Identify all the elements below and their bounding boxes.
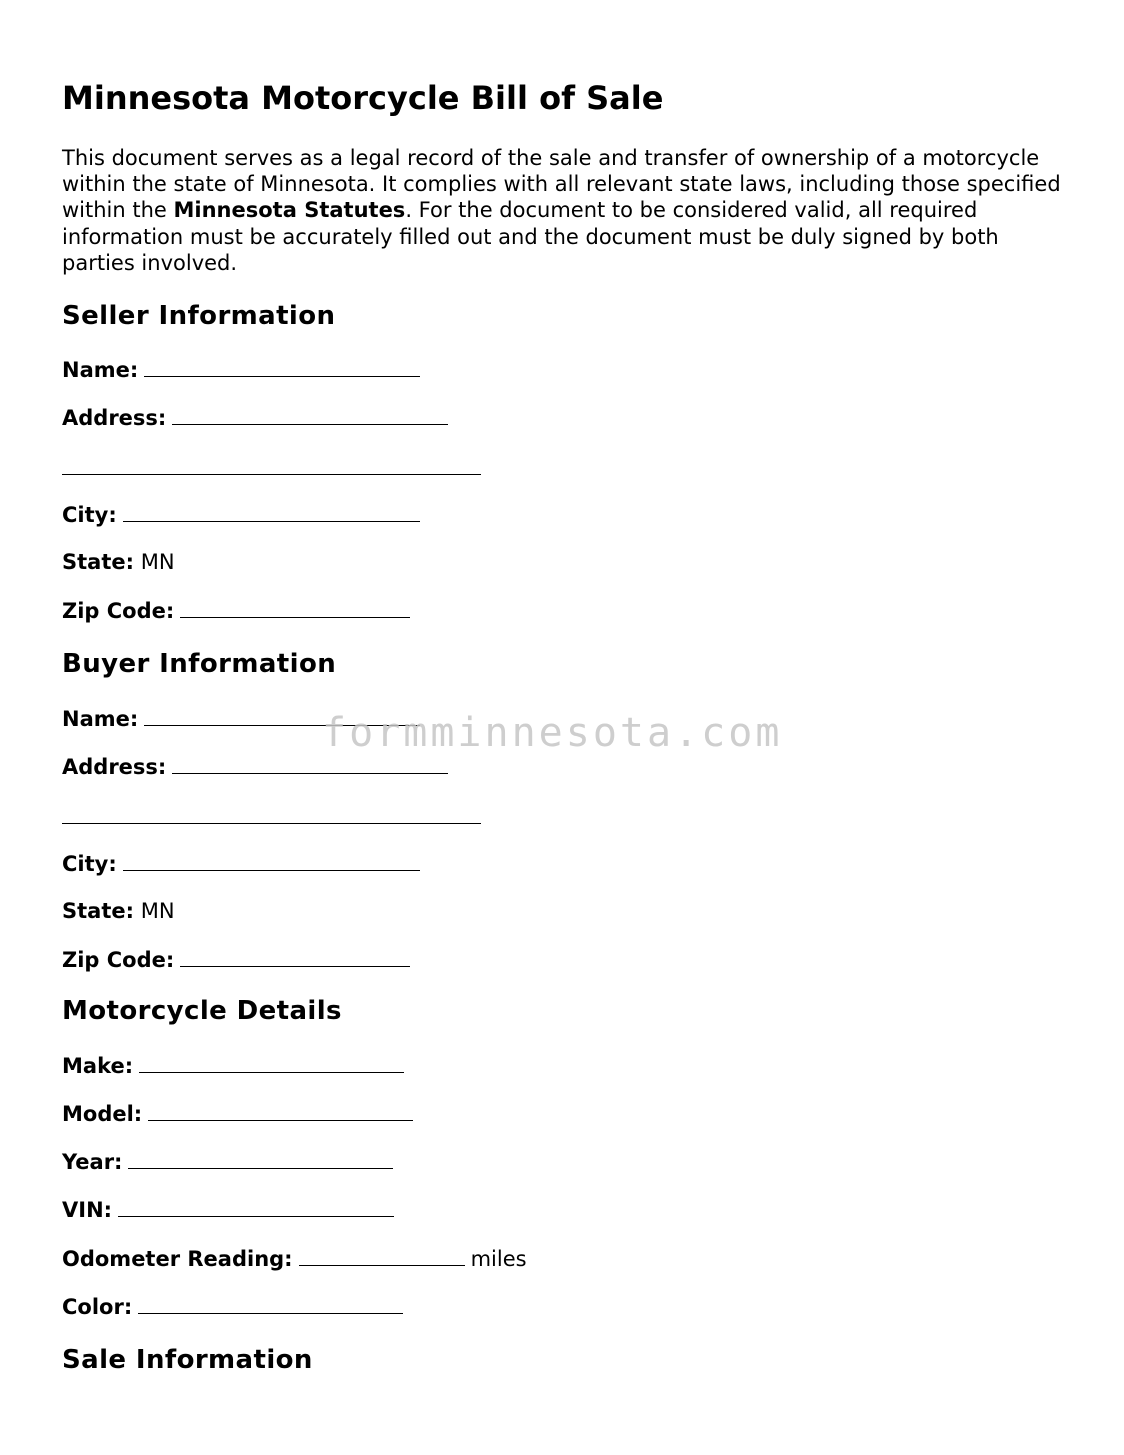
seller-city-field [62, 501, 420, 528]
intro-text-end: . For the document to be considered valid, all required information must be accurately filled out and the document must be duly signed by both parties involved. [62, 198, 999, 275]
year-label: Year: [62, 1150, 123, 1174]
seller-city-input[interactable] [123, 501, 420, 522]
watermark-text: formminnesota.com [322, 710, 783, 756]
vin-label: VIN: [62, 1198, 113, 1222]
year-field [62, 1148, 393, 1175]
model-field [62, 1100, 413, 1127]
buyer-address-line2-input[interactable] [62, 803, 481, 824]
seller-state-label: State: [62, 550, 135, 574]
buyer-zip-input[interactable] [180, 946, 410, 967]
buyer-state-label: State: [62, 899, 135, 923]
make-input[interactable] [139, 1052, 404, 1073]
seller-zip-field [62, 597, 410, 624]
color-label: Color: [62, 1295, 133, 1319]
seller-zip-input[interactable] [180, 597, 410, 618]
buyer-name-input[interactable] [144, 705, 420, 726]
buyer-address-input[interactable] [172, 753, 448, 774]
buyer-state-value: MN [140, 899, 175, 923]
intro-paragraph [62, 145, 1072, 276]
make-field [62, 1052, 404, 1079]
seller-name-label: Name: [62, 358, 139, 382]
make-label: Make: [62, 1054, 134, 1078]
year-input[interactable] [128, 1148, 393, 1169]
model-label: Model: [62, 1102, 143, 1126]
seller-state-value: MN [140, 550, 175, 574]
seller-address-field [62, 404, 448, 431]
buyer-city-input[interactable] [123, 850, 420, 871]
seller-state-field [62, 549, 175, 575]
color-input[interactable] [138, 1293, 403, 1314]
seller-zip-label: Zip Code: [62, 599, 175, 623]
motorcycle-section-heading: Motorcycle Details [62, 996, 342, 1026]
statute-reference: Minnesota Statutes [173, 198, 406, 223]
seller-name-field [62, 356, 420, 383]
document-title: Minnesota Motorcycle Bill of Sale [62, 79, 664, 117]
seller-city-label: City: [62, 503, 117, 527]
sale-section-heading: Sale Information [62, 1345, 313, 1375]
buyer-city-label: City: [62, 852, 117, 876]
color-field [62, 1293, 403, 1320]
intro-text-start: This document serves as a legal record of the sale and transfer of ownership of a motorcycle within the state of Minnesota. It complies with all relevant state laws, including those specified within the [62, 146, 1061, 223]
odometer-unit: miles [470, 1247, 527, 1271]
buyer-name-field [62, 705, 420, 732]
seller-section-heading: Seller Information [62, 301, 336, 331]
buyer-section-heading: Buyer Information [62, 649, 337, 679]
seller-address-label: Address: [62, 406, 167, 430]
buyer-state-field [62, 898, 175, 924]
vin-field [62, 1196, 394, 1223]
odometer-label: Odometer Reading: [62, 1247, 293, 1271]
buyer-zip-label: Zip Code: [62, 948, 175, 972]
seller-address-line2-input[interactable] [62, 454, 481, 475]
buyer-address-line2-field [62, 803, 481, 830]
model-input[interactable] [148, 1100, 413, 1121]
seller-address-input[interactable] [172, 404, 448, 425]
odometer-field [62, 1245, 527, 1272]
buyer-address-label: Address: [62, 755, 167, 779]
buyer-address-field [62, 753, 448, 780]
buyer-name-label: Name: [62, 707, 139, 731]
buyer-city-field [62, 850, 420, 877]
buyer-zip-field [62, 946, 410, 973]
seller-name-input[interactable] [144, 356, 420, 377]
seller-address-line2-field [62, 454, 481, 481]
vin-input[interactable] [118, 1196, 394, 1217]
odometer-input[interactable] [299, 1245, 465, 1266]
